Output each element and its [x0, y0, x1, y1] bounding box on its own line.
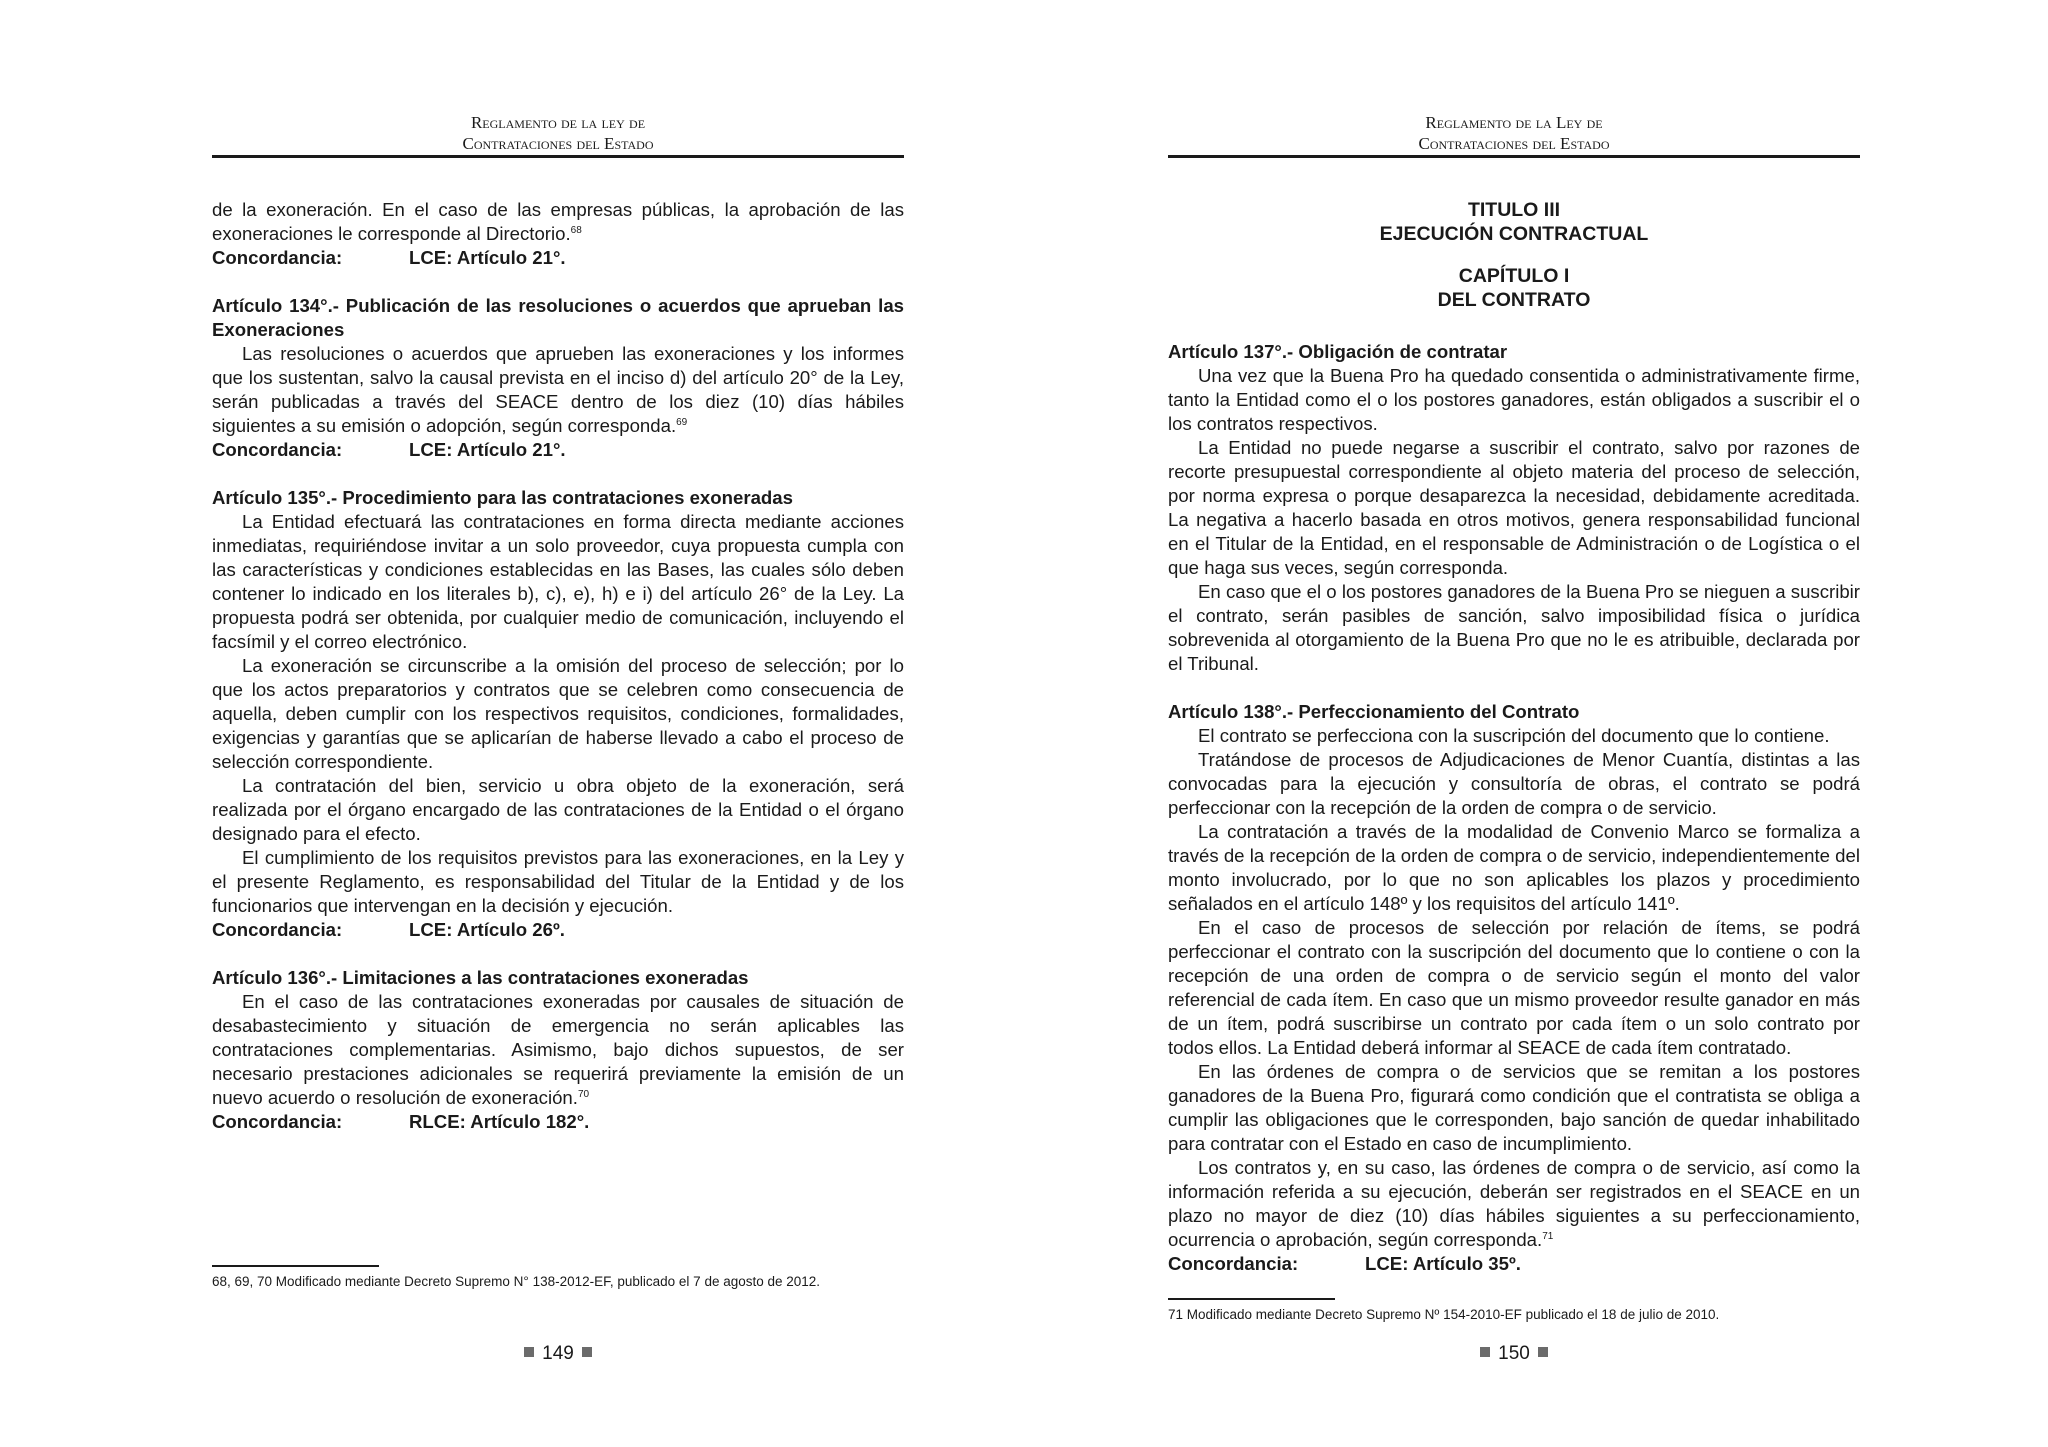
footnote-ref: 71: [1542, 1231, 1554, 1242]
concordancia: Concordancia: LCE: Artículo 21°.: [212, 439, 566, 460]
left-body: [212, 198, 904, 1134]
header-rule: [212, 155, 904, 158]
article-134-title: Artículo 134°.- Publicación de las resoluciones o acuerdos que aprueban las Exoneraciones: [212, 295, 904, 340]
article-136-title: Artículo 136°.- Limitaciones a las contrataciones exoneradas: [212, 967, 749, 988]
concordancia: Concordancia: LCE: Artículo 35º.: [1168, 1253, 1521, 1274]
footnote-rule: [1168, 1298, 1335, 1300]
article-138-title: Artículo 138°.- Perfeccionamiento del Contrato: [1168, 701, 1580, 722]
article-137-paragraph: En caso que el o los postores ganadores de la Buena Pro se nieguen a suscribir el contrato, serán pasibles de sanción, salvo imposibilidad física o jurídica sobrevenida al otorgamiento de la Buena Pro que no le es atribuible, declarada por el Tribunal.: [1168, 581, 1860, 674]
article-138-paragraph: En las órdenes de compra o de servicios que se remitan a los postores ganadores de la Buena Pro, figurará como condición que el contratista se obliga a cumplir las obligaciones que le corresponden, bajo sanción de quedar inhabilitado para contratar con el Estado en caso de incumplimiento.: [1168, 1061, 1860, 1154]
concordancia: Concordancia: LCE: Artículo 26º.: [212, 919, 565, 940]
article-137-paragraph: La Entidad no puede negarse a suscribir el contrato, salvo por razones de recorte presupuestal correspondiente al objeto materia del proceso de selección, por norma expresa o porque desaparezca la necesidad, debidamente acreditada. La negativa a hacerlo basada en otros motivos, genera responsabilidad funcional en el Titular de la Entidad, en el responsable de Administración o de Logística o el que haga sus veces, según corresponda.: [1168, 437, 1860, 578]
article-138-paragraph: En el caso de procesos de selección por relación de ítems, se podrá perfeccionar el contrato con la suscripción del documento que lo contiene o con la recepción de una orden de compra o de servicio según el monto del valor referencial de cada ítem. En caso que un mismo proveedor resulte ganador en más de un ítem, podrá suscribirse un contrato por cada ítem o un solo contrato por todos ellos. La Entidad deberá informar al SEACE de cada ítem contratado.: [1168, 917, 1860, 1058]
header-rule: [1168, 155, 1860, 158]
header-line-2: Contrataciones del Estado: [1418, 134, 1610, 153]
footnote-ref: 68: [570, 225, 582, 236]
page-number: 150: [1168, 1343, 1860, 1365]
concordancia: Concordancia: LCE: Artículo 21°.: [212, 247, 566, 268]
article-137-paragraph: Una vez que la Buena Pro ha quedado consentida o administrativamente firme, tanto la Entidad como el o los postores ganadores, están obligados a suscribir el o los contratos respectivos.: [1168, 365, 1860, 434]
header-line-2: Contrataciones del Estado: [462, 134, 654, 153]
right-page: [1168, 0, 1860, 1447]
footnote-ref: 69: [676, 417, 688, 428]
article-135-paragraph: La contratación del bien, servicio u obra objeto de la exoneración, será realizada por el órgano encargado de las contrataciones de la Entidad o el órgano designado para el efecto.: [212, 775, 904, 844]
footnote: 71 Modificado mediante Decreto Supremo Nº 154-2010-EF publicado el 18 de julio de 2010.: [1168, 1307, 1720, 1322]
right-body: [1168, 198, 1860, 1276]
article-138-paragraph: Tratándose de procesos de Adjudicaciones de Menor Cuantía, distintas a las convocadas para la ejecución y consultoría de obras, el contrato se podrá perfeccionar con la recepción de la orden de compra o de servicio.: [1168, 749, 1860, 818]
article-136-paragraph: En el caso de las contrataciones exoneradas por causales de situación de desabastecimiento y situación de emergencia no serán aplicables las contrataciones complementarias. Asimismo, bajo dichos supuestos, de ser necesario prestaciones adicionales se requerirá previamente la emisión de un nuevo acuerdo o resolución de exoneración.$^{70}$: [212, 991, 904, 1108]
article-135-title: Artículo 135°.- Procedimiento para las contrataciones exoneradas: [212, 487, 793, 508]
chapter-number: CAPÍTULO I: [1458, 265, 1570, 287]
left-page: [212, 0, 904, 1447]
concordancia: Concordancia: RLCE: Artículo 182°.: [212, 1111, 590, 1132]
header-line-1: Reglamento de la Ley de: [1425, 113, 1603, 132]
running-header: [1168, 112, 1860, 154]
header-line-1: Reglamento de la ley de: [470, 113, 646, 132]
footnote-ref: 70: [577, 1089, 590, 1100]
footnote-rule: [212, 1265, 379, 1267]
article-138-paragraph: Los contratos y, en su caso, las órdenes de compra o de servicio, así como la información referida a su ejecución, deberán ser registrados en el SEACE en un plazo no mayor de diez (10) días hábiles siguientes a su perfeccionamiento, ocurrencia o aprobación, según corresponda.$^{71}$: [1168, 1157, 1860, 1250]
article-135-paragraph: La Entidad efectuará las contrataciones en forma directa mediante acciones inmediatas, requiriéndose invitar a un solo proveedor, cuya propuesta cumpla con las características y condiciones establecidas en las Bases, las cuales sólo deben contener lo indicado en los literales b), c), e), h) e i) del artículo 26° de la Ley. La propuesta podrá ser obtenida, por cualquier medio de comunicación, incluyendo el facsímil y el correo electrónico.: [212, 511, 904, 652]
article-138-paragraph: El contrato se perfecciona con la suscripción del documento que lo contiene.: [1198, 725, 1830, 746]
title-number: TITULO III: [1467, 199, 1561, 221]
running-header: [212, 112, 904, 154]
page-number: 149: [212, 1343, 904, 1365]
chapter-name: DEL CONTRATO: [1437, 289, 1591, 311]
article-137-title: Artículo 137°.- Obligación de contratar: [1168, 341, 1508, 362]
article-135-paragraph: El cumplimiento de los requisitos previstos para las exoneraciones, en la Ley y el presente Reglamento, es responsabilidad del Titular de la Entidad y de los funcionarios que intervengan en la decisión y ejecución.: [212, 847, 904, 916]
article-134-paragraph: Las resoluciones o acuerdos que aprueben las exoneraciones y los informes que los sustentan, salvo la causal prevista en el inciso d) del artículo 20° de la Ley, serán publicadas a través del SEACE dentro de los diez (10) días hábiles siguientes a su emisión o adopción, según corresponda.$^{69}$: [212, 343, 904, 436]
article-138-paragraph: La contratación a través de la modalidad de Convenio Marco se formaliza a través de la recepción de la orden de compra o de servicio, independientemente del monto involucrado, por lo que no son aplicables los plazos y procedimiento señalados en el artículo 148º y los requisitos del artículo 141º.: [1168, 821, 1860, 914]
footnote: 68, 69, 70 Modificado mediante Decreto Supremo N° 138-2012-EF, publicado el 7 de agosto de 2012.: [212, 1274, 821, 1289]
intro-paragraph: de la exoneración. En el caso de las empresas públicas, la aprobación de las exoneraciones le corresponde al Directorio.$^{68}$: [212, 199, 904, 244]
article-135-paragraph: La exoneración se circunscribe a la omisión del proceso de selección; por lo que los actos preparatorios y contratos que se celebren como consecuencia de aquella, deben cumplir con los respectivos requisitos, condiciones, formalidades, exigencias y garantías que se aplicarían de haberse llevado a cabo el proceso de selección correspondiente.: [212, 655, 904, 772]
title-name: EJECUCIÓN CONTRACTUAL: [1379, 223, 1649, 245]
